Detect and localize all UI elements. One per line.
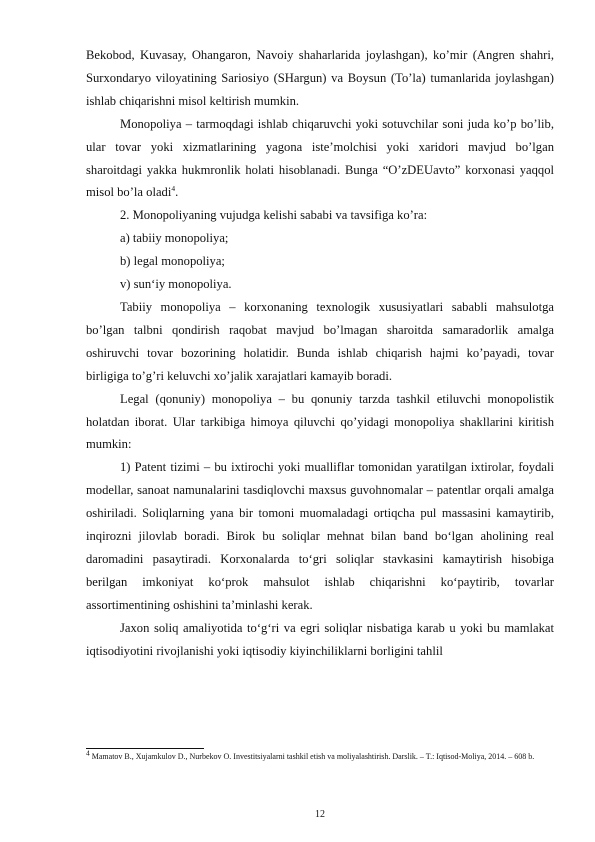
paragraph-legal: Legal (qonuniy) monopoliya – bu qonuniy tarzda tashkil etiluvchi monopolistik holatdan iborat. Ular tarkibiga himoya qiluvchi qo’yidagi monopoliya shakllarini kiritish mumkin: [86, 391, 554, 452]
footnote-divider [86, 748, 204, 749]
paragraph-tail: . [175, 185, 179, 200]
paragraph-1: Bekobod, Kuvasay, Ohangaron, Navoiy shaharlarida joylashgan), ko’mir (Angren shahri, Surxondaryo viloyatining Sariosiyo (SHargun) va Boysun (To’la) tumanlarida joylashgan) ishlab chiqarishni misol keltirish mumkin. [86, 48, 554, 108]
footnote-marker: 4 [86, 748, 90, 758]
document-body [86, 44, 554, 662]
list-item-b: b) legal monopoliya; [120, 254, 225, 269]
footnote-text: Mamatov B., Xujamkulov D., Nurbekov O. Investitsiyalarni tashkil etish va moliyalashtirish. Darslik. – T.: Iqtisod-Moliya, 2014. – 608 b. [89, 752, 535, 761]
list-item-v: v) sun‘iy monopoliya. [120, 277, 232, 292]
paragraph-patent: 1) Patent tizimi – bu ixtirochi yoki mualliflar tomonidan yaratilgan ixtirolar, foydali modellar, sanoat namunalarini tasdiqlovchi maxsus guvohnomalar – patentlar orqali amalga oshiriladi. Soliqlarning yana bir tomoni muomaladagi ortiqcha pul massasini kamaytirib, inqirozni jilovlab boradi. Birok bu soliqlar mehnat bilan band bo‘lgan aholining real daromadini pasaytiradi. Korxonalarda to‘gri soliqlar stavkasini kamaytirish hisobiga berilgan imkoniyat ko‘prok mahsulot ishlab chiqarishni ko‘paytirib, tovarlar assortimentining oshishini ta’minlashi kerak. [86, 460, 554, 612]
list-heading: 2. Monopoliyaning vujudga kelishi sababi va tavsifiga ko’ra: [120, 208, 428, 223]
list-item-a: a) tabiiy monopoliya; [120, 231, 229, 246]
footnote [86, 748, 554, 762]
paragraph-text: Monopoliya – tarmoqdagi ishlab chiqaruvchi yoki sotuvchilar soni juda ko’p bo’lib, ular tovar yoki xizmatlarining yagona iste’molchisi yoki xaridori mavjud bo’lgan sharoitdagi yakka hukmronlik holati hisoblanadi. Bunga “O’zDEUavto” korxonasi yaqqol misol bo’la oladi [86, 116, 554, 200]
footnote-ref[interactable]: 4 [171, 184, 176, 194]
paragraph-monopoliya [86, 113, 554, 205]
page-number: 12 [315, 809, 325, 820]
paragraph-tabiiy: Tabiiy monopoliya – korxonaning texnologik xususiyatlari sababli mahsulotga bo’lgan talbni qondirish raqobat mavjud bo’lmagan sharoitda samaradorlik amalga oshiruvchi tovar bozorining holatidir. Bunda ishlab chiqarish hajmi ko’payadi, tovar birligiga to’g’ri keluvchi xo’jalik xarajatlari kamayib boradi. [86, 299, 554, 383]
paragraph-jaxon: Jaxon soliq amaliyotida to‘g‘ri va egri soliqlar nisbatiga karab u yoki bu mamlakat iqtisodiyotini rivojlanishi yoki iqtisodiy kiyinchiliklarni borligini tahlil [86, 620, 554, 658]
